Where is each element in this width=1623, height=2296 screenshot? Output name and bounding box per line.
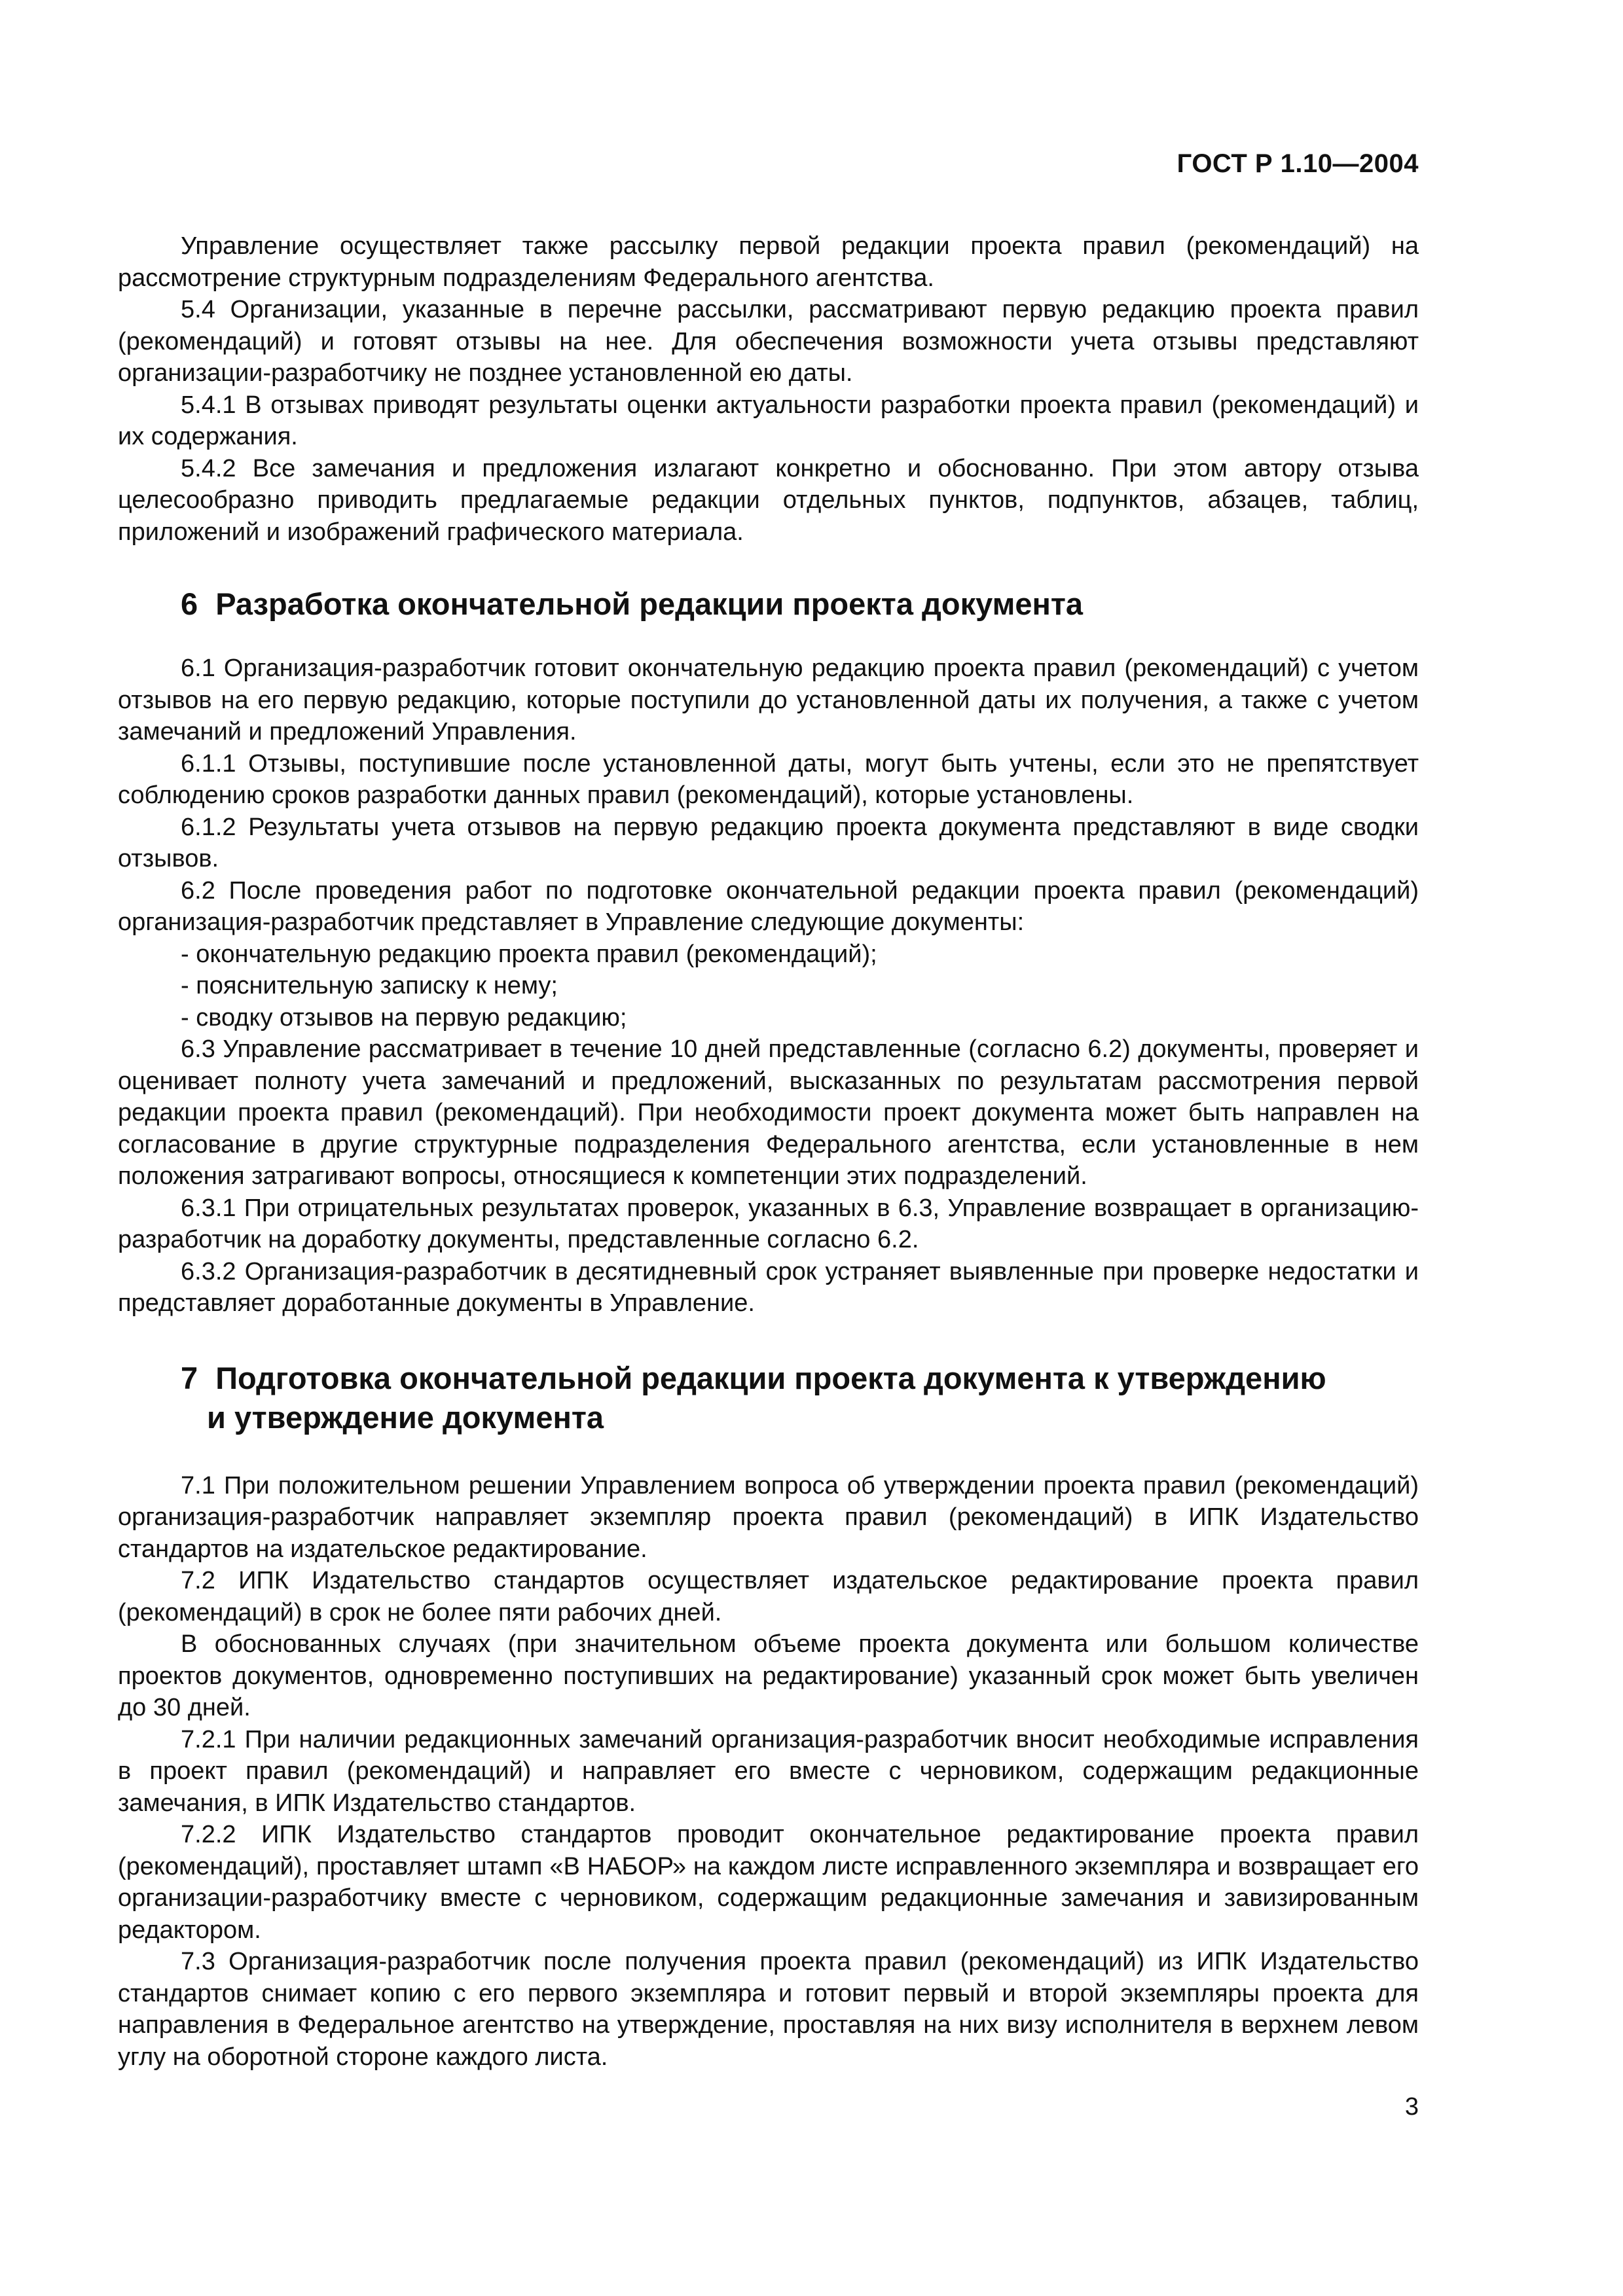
paragraph: 5.4.1 В отзывах приводят результаты оценки актуальности разработки проекта правил (рекомендаций) и их содержания.: [118, 391, 1419, 450]
page-number: 3: [1404, 2093, 1419, 2121]
paragraph: 7.2.1 При наличии редакционных замечаний организация-разработчик вносит необходимые исправления в проект правил (рекомендаций) и направляет его вместе с черновиком, содержащим редакционные замечания, в ИПК Издательство стандартов.: [118, 1725, 1419, 1817]
paragraph: В обоснованных случаях (при значительном объеме проекта документа или большом количестве проектов документов, одновременно поступивших на редактирование) указанный срок может быть увеличен до 30 дней.: [118, 1630, 1419, 1721]
section-title: Разработка окончательной редакции проекта документа: [215, 586, 1084, 621]
paragraph: 7.2 ИПК Издательство стандартов осуществляет издательское редактирование проекта правил (рекомендаций) в срок не более пяти рабочих дней.: [118, 1567, 1419, 1626]
document-header: ГОСТ Р 1.10—2004: [1176, 149, 1419, 178]
paragraph: 7.1 При положительном решении Управлением вопроса об утверждении проекта правил (рекомендаций) организация-разработчик направляет экземпляр проекта правил (рекомендаций) в ИПК Издательство стандартов на издательское редактирование.: [118, 1471, 1419, 1563]
list-item: - сводку отзывов на первую редакцию;: [181, 1003, 627, 1031]
paragraph: 6.1.2 Результаты учета отзывов на первую редакцию проекта документа представляют в виде сводки отзывов.: [118, 813, 1419, 872]
paragraph: Управление осуществляет также рассылку первой редакции проекта правил (рекомендаций) на рассмотрение структурным подразделениям Федерального агентства.: [118, 232, 1419, 292]
section-number: 6: [181, 586, 198, 621]
document-body: [118, 230, 1419, 2073]
paragraph: 6.3.1 При отрицательных результатах проверок, указанных в 6.3, Управление возвращает в организацию-разработчик на доработку документы, представленные согласно 6.2.: [118, 1194, 1419, 1253]
list-item: - пояснительную записку к нему;: [181, 972, 558, 999]
paragraph: 6.3 Управление рассматривает в течение 10 дней представленные (согласно 6.2) документы, проверяет и оценивает полноту учета замечаний и предложений, высказанных по результатам рассмотрения первой редакции проекта правил (рекомендаций). При необходимости проект документа может быть направлен на согласование в другие структурные подразделения Федерального агентства, если установленные в нем положения затрагивают вопросы, относящиеся к компетенции этих подразделений.: [118, 1035, 1419, 1190]
paragraph: 7.2.2 ИПК Издательство стандартов проводит окончательное редактирование проекта правил (рекомендаций), проставляет штамп «В НАБОР» на каждом листе исправленного экземпляра и возвращает его организации-разработчику вместе с черновиком, содержащим редакционные замечания и завизированным редактором.: [118, 1821, 1419, 1944]
section-7-heading: [118, 1359, 1419, 1437]
paragraph: 5.4.2 Все замечания и предложения излагают конкретно и обоснованно. При этом автору отзыва целесообразно приводить предлагаемые редакции отдельных пунктов, подпунктов, абзацев, таблиц, приложений и изображений графического материала.: [118, 454, 1419, 546]
section-number: 7: [181, 1360, 198, 1395]
paragraph: 7.3 Организация-разработчик после получения проекта правил (рекомендаций) из ИПК Издательство стандартов снимает копию с его первого экземпляра и готовит первый и второй экземпляры проекта для направления в Федеральное агентство на утверждение, проставляя на них визу исполнителя в верхнем левом углу на оборотной стороне каждого листа.: [118, 1948, 1419, 2071]
section-title-line1: Подготовка окончательной редакции проекта документа к утверждению: [215, 1360, 1326, 1395]
document-page: [118, 0, 1419, 2296]
section-6-heading: [118, 584, 1419, 624]
paragraph: 6.2 После проведения работ по подготовке окончательной редакции проекта правил (рекомендаций) организация-разработчик представляет в Управление следующие документы:: [118, 876, 1419, 936]
section-title-line2: и утверждение документа: [207, 1399, 604, 1435]
list-item: - окончательную редакцию проекта правил (рекомендаций);: [181, 940, 877, 968]
paragraph: 6.1.1 Отзывы, поступившие после установленной даты, могут быть учтены, если это не препятствует соблюдению сроков разработки данных правил (рекомендаций), которые установлены.: [118, 749, 1419, 809]
paragraph: 5.4 Организации, указанные в перечне рассылки, рассматривают первую редакцию проекта правил (рекомендаций) и готовят отзывы на нее. Для обеспечения возможности учета отзывы представляют организации-разработчику не позднее установленной ею даты.: [118, 296, 1419, 387]
paragraph: 6.1 Организация-разработчик готовит окончательную редакцию проекта правил (рекомендаций) с учетом отзывов на его первую редакцию, которые поступили до установленной даты их получения, а также с учетом замечаний и предложений Управления.: [118, 655, 1419, 745]
paragraph: 6.3.2 Организация-разработчик в десятидневный срок устраняет выявленные при проверке недостатки и представляет доработанные документы в Управление.: [118, 1257, 1419, 1317]
